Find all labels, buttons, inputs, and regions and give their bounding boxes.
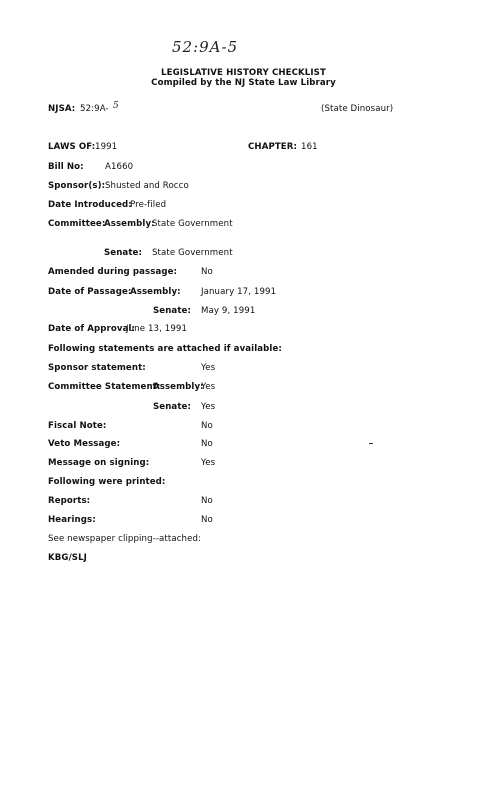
passage-assembly-label: Assembly:: [130, 287, 181, 297]
handwritten-statute-number: 52:9A-5: [172, 38, 239, 56]
bill-no-label: Bill No:: [48, 162, 84, 172]
chapter-label: CHAPTER:: [248, 142, 298, 152]
scan-speck: [369, 443, 373, 444]
date-introduced-value: Pre-filed: [130, 200, 167, 210]
committee-statement-label: Committee Statement:: [48, 382, 161, 392]
amended-label: Amended during passage:: [48, 267, 178, 277]
committee-statement-senate-label: Senate:: [153, 402, 192, 412]
reports-label: Reports:: [48, 496, 91, 506]
hearings-label: Hearings:: [48, 515, 96, 525]
passage-senate-label: Senate:: [153, 306, 192, 316]
njsa-value: 52:9A-: [80, 104, 109, 114]
passage-assembly-value: January 17, 1991: [201, 287, 277, 297]
amended-value: No: [201, 267, 213, 277]
committee-assembly-value: State Government: [152, 219, 233, 229]
sponsors-label: Sponsor(s):: [48, 181, 106, 191]
date-of-approval-value: June 13, 1991: [126, 324, 188, 334]
laws-of-label: LAWS OF:: [48, 142, 96, 152]
committee-statement-assembly-value: Yes: [201, 382, 216, 392]
committee-senate-value: State Government: [152, 248, 233, 258]
veto-message-label: Veto Message:: [48, 439, 121, 449]
njsa-handwritten-suffix: 5: [113, 101, 119, 111]
message-on-signing-value: Yes: [201, 458, 216, 468]
bill-no-value: A1660: [105, 162, 134, 172]
committee-senate-label: Senate:: [104, 248, 143, 258]
reports-value: No: [201, 496, 213, 506]
njsa-label: NJSA:: [48, 104, 76, 114]
njsa-note: (State Dinosaur): [321, 104, 394, 114]
date-introduced-label: Date Introduced:: [48, 200, 132, 210]
committee-label: Committee:: [48, 219, 106, 229]
fiscal-note-label: Fiscal Note:: [48, 421, 107, 431]
initials: KBG/SLJ: [48, 553, 87, 563]
message-on-signing-label: Message on signing:: [48, 458, 150, 468]
veto-message-value: No: [201, 439, 213, 449]
chapter-value: 161: [301, 142, 318, 152]
date-of-passage-label: Date of Passage:: [48, 287, 132, 297]
sponsor-statement-value: Yes: [201, 363, 216, 373]
laws-of-value: 1991: [95, 142, 118, 152]
sponsor-statement-label: Sponsor statement:: [48, 363, 146, 373]
date-of-approval-label: Date of Approval:: [48, 324, 136, 334]
attached-statements-heading: Following statements are attached if available:: [48, 344, 282, 354]
hearings-value: No: [201, 515, 213, 525]
sponsors-value: Shusted and Rocco: [105, 181, 189, 191]
printed-heading: Following were printed:: [48, 477, 166, 487]
document-title: LEGISLATIVE HISTORY CHECKLIST: [161, 68, 326, 78]
newspaper-clipping-note: See newspaper clipping--attached:: [48, 534, 202, 544]
passage-senate-value: May 9, 1991: [201, 306, 256, 316]
committee-assembly-label: Assembly:: [104, 219, 155, 229]
document-subtitle: Compiled by the NJ State Law Library: [151, 78, 336, 88]
committee-statement-senate-value: Yes: [201, 402, 216, 412]
committee-statement-assembly-label: Assembly:: [153, 382, 204, 392]
fiscal-note-value: No: [201, 421, 213, 431]
